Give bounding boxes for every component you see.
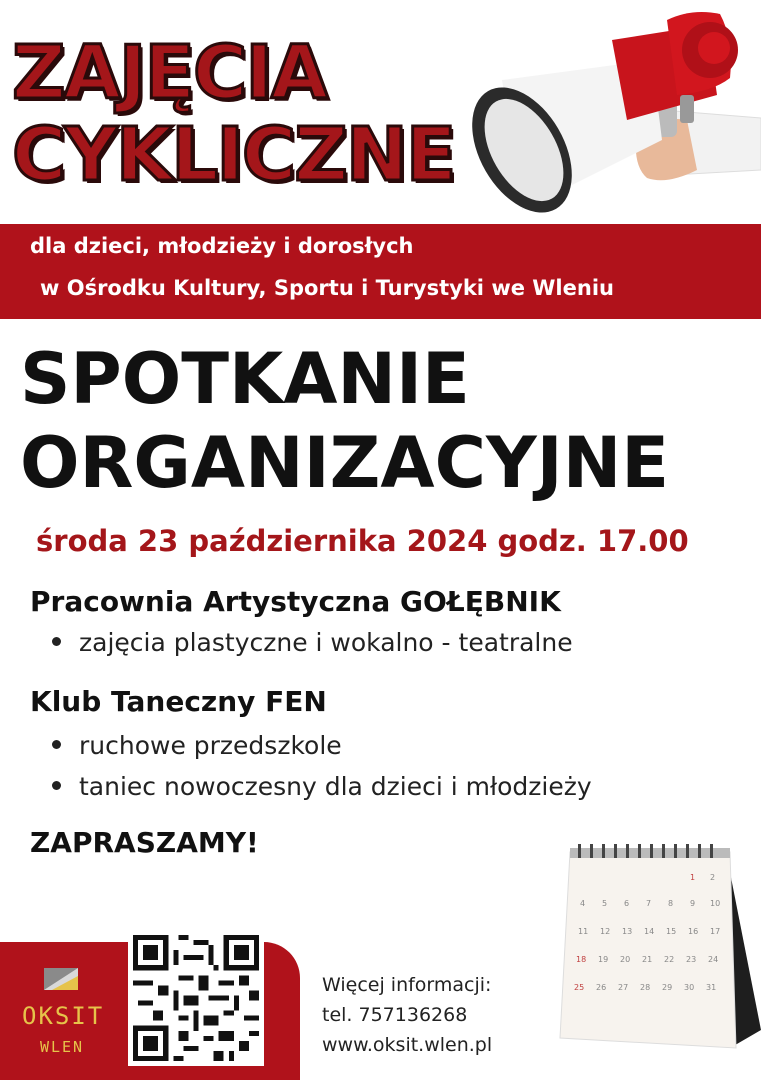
- info-phone[interactable]: tel. 757136268: [322, 1004, 468, 1026]
- svg-text:17: 17: [710, 927, 721, 936]
- megaphone-image: [462, 0, 761, 228]
- meeting-title-line-1: SPOTKANIE: [20, 338, 470, 420]
- svg-text:31: 31: [706, 983, 717, 992]
- svg-text:8: 8: [668, 899, 674, 908]
- section-title-fen: Klub Taneczny FEN: [30, 685, 327, 718]
- svg-text:11: 11: [578, 927, 589, 936]
- logo-sub: WLEN: [39, 1038, 85, 1056]
- svg-text:29: 29: [662, 983, 673, 992]
- logo-name: OKSIT: [22, 1002, 105, 1030]
- meeting-title-line-2: ORGANIZACYJNE: [20, 422, 670, 504]
- section-title-golebnik: Pracownia Artystyczna GOŁĘBNIK: [30, 585, 561, 618]
- bullet-icon: [52, 637, 61, 646]
- svg-text:6: 6: [624, 899, 630, 908]
- svg-text:7: 7: [646, 899, 652, 908]
- svg-text:5: 5: [602, 899, 608, 908]
- qr-code[interactable]: [133, 935, 259, 1061]
- bullet-icon: [52, 740, 61, 749]
- svg-text:23: 23: [686, 955, 697, 964]
- svg-text:12: 12: [600, 927, 611, 936]
- list-item: [52, 772, 592, 801]
- svg-text:26: 26: [596, 983, 607, 992]
- list-item-text: taniec nowoczesny dla dzieci i młodzieży: [79, 772, 592, 801]
- svg-text:9: 9: [690, 899, 696, 908]
- svg-text:14: 14: [644, 927, 655, 936]
- info-website-link[interactable]: www.oksit.wlen.pl: [322, 1034, 493, 1056]
- band-line-2: w Ośrodku Kultury, Sportu i Turystyki we Wleniu: [40, 276, 614, 300]
- svg-text:15: 15: [666, 927, 677, 936]
- invite-text: ZAPRASZAMY!: [30, 826, 259, 859]
- band-line-1: dla dzieci, młodzieży i dorosłych: [30, 234, 414, 258]
- svg-text:18: 18: [576, 955, 587, 964]
- svg-text:21: 21: [642, 955, 653, 964]
- svg-text:20: 20: [620, 955, 631, 964]
- svg-text:24: 24: [708, 955, 719, 964]
- meeting-date: środa 23 października 2024 godz. 17.00: [36, 524, 689, 558]
- title-line-1: ZAJĘCIA: [12, 30, 327, 116]
- svg-text:27: 27: [618, 983, 629, 992]
- svg-text:19: 19: [598, 955, 609, 964]
- svg-text:1: 1: [690, 873, 696, 882]
- svg-text:22: 22: [664, 955, 675, 964]
- list-item: [52, 731, 342, 760]
- svg-text:2: 2: [710, 873, 716, 882]
- calendar-image: [530, 840, 761, 1055]
- svg-text:16: 16: [688, 927, 699, 936]
- svg-text:10: 10: [710, 899, 721, 908]
- title-line-2: CYKLICZNE: [12, 112, 455, 198]
- svg-text:30: 30: [684, 983, 695, 992]
- list-item-text: ruchowe przedszkole: [79, 731, 342, 760]
- list-item: [52, 628, 573, 657]
- svg-text:28: 28: [640, 983, 651, 992]
- svg-text:4: 4: [580, 899, 586, 908]
- list-item-text: zajęcia plastyczne i wokalno - teatralne: [79, 628, 573, 657]
- svg-text:13: 13: [622, 927, 633, 936]
- info-heading: Więcej informacji:: [322, 974, 492, 996]
- svg-text:25: 25: [574, 983, 585, 992]
- bullet-icon: [52, 781, 61, 790]
